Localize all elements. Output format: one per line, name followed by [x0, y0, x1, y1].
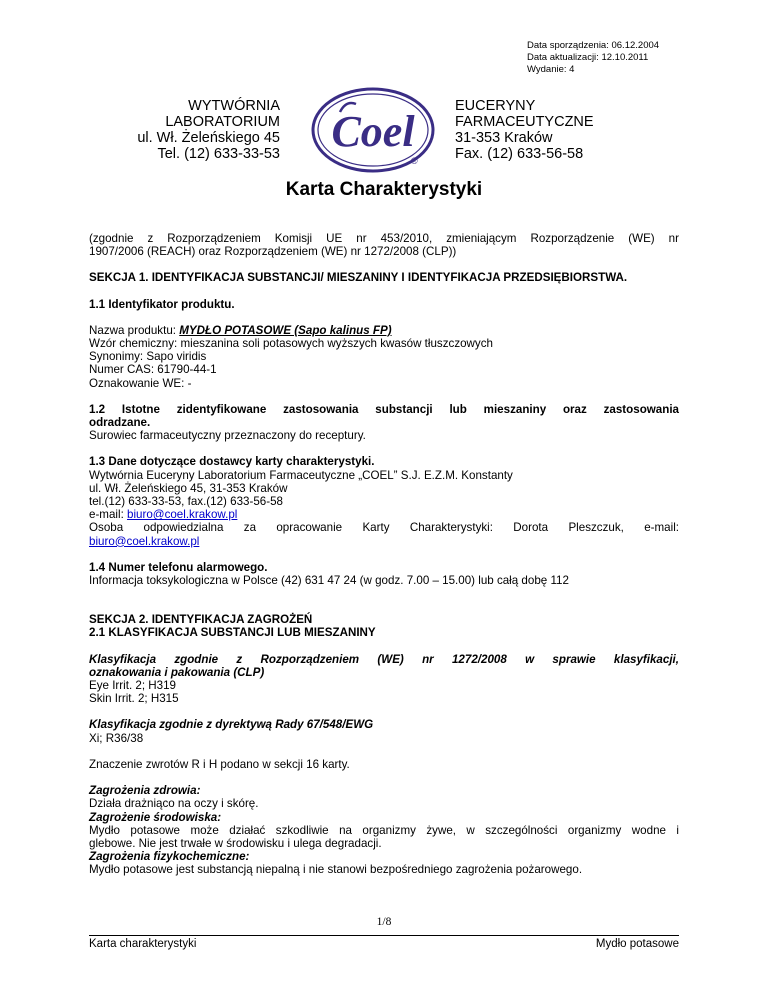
- company-phone: Tel. (12) 633-33-53: [157, 146, 280, 162]
- company-line: FARMACEUTYCZNE: [455, 114, 594, 130]
- directive-title: Klasyfikacja zgodnie z dyrektywą Rady 67/548/EWG: [89, 718, 374, 732]
- update-date: Data aktualizacji: 12.10.2011: [527, 52, 649, 63]
- s12-text: Surowiec farmaceutyczny przeznaczony do receptury.: [89, 429, 366, 443]
- responsible-person: Osoba odpowiedzialna za opracowanie Karty Charakterystyki: Dorota Pleszczuk, e-mail:: [89, 521, 679, 535]
- company-street: ul. Wł. Żeleńskiego 45: [137, 130, 280, 146]
- phys-title: Zagrożenia fizykochemiczne:: [89, 850, 250, 864]
- clp-title-cont: oznakowania i pakowania (CLP): [89, 665, 265, 679]
- s12-title-cont: odradzane.: [89, 416, 151, 430]
- env-title: Zagrożenie środowiska:: [89, 810, 222, 824]
- edition: Wydanie: 4: [527, 64, 575, 75]
- company-line: WYTWÓRNIA: [188, 98, 280, 114]
- phrases-note: Znaczenie zwrotów R i H podano w sekcji 16 karty.: [89, 757, 350, 771]
- company-address-left: [100, 98, 280, 162]
- env-text: Mydło potasowe może działać szkodliwie na organizmy żywe, w szczególności organizmy wodne i: [89, 823, 679, 837]
- s14-text: Informacja toksykologiczna w Polsce (42) 631 47 24 (w godz. 7.00 – 15.00) lub całą dobę 112: [89, 574, 569, 588]
- health-text: Działa drażniąco na oczy i skórę.: [89, 797, 259, 811]
- s14-title: 1.4 Numer telefonu alarmowego.: [89, 560, 268, 574]
- product-name-line: [89, 324, 679, 337]
- synonyms: Synonimy: Sapo viridis: [89, 350, 207, 364]
- document-meta: [527, 40, 659, 76]
- supplier-name: Wytwórnia Euceryny Laboratorium Farmaceutyczne „COEL” S.J. E.Z.M. Konstanty: [89, 468, 513, 482]
- registered-mark: ®: [411, 156, 418, 166]
- phys-text: Mydło potasowe jest substancją niepalną i nie stanowi bezpośredniego zagrożenia pożarowego.: [89, 863, 583, 877]
- email-label: e-mail:: [89, 508, 128, 522]
- page-number: 1/8: [376, 916, 392, 928]
- section2-sub: 2.1 KLASYFIKACJA SUBSTANCJI LUB MIESZANINY: [89, 626, 376, 640]
- intro-line: 1907/2006 (REACH) oraz Rozporządzeniem (WE) nr 1272/2008 (CLP)): [89, 245, 457, 259]
- env-text-cont: glebowe. Nie jest trwałe w środowisku i ulega degradacji.: [89, 836, 382, 850]
- document-body: [89, 232, 679, 877]
- supplier-phone: tel.(12) 633-33-53, fax.(12) 633-56-58: [89, 495, 283, 509]
- footer-divider: [89, 935, 679, 936]
- clp-class-1: Eye Irrit. 2; H319: [89, 679, 176, 693]
- responsible-email-line: [89, 535, 679, 548]
- formula: Wzór chemiczny: mieszanina soli potasowych wyższych kwasów tłuszczowych: [89, 337, 493, 351]
- directive-text: Xi; R36/38: [89, 731, 144, 745]
- company-line: LABORATORIUM: [165, 114, 280, 130]
- clp-title: Klasyfikacja zgodnie z Rozporządzeniem (WE) nr 1272/2008 w sprawie klasyfikacji,: [89, 652, 679, 666]
- creation-date: Data sporządzenia: 06.12.2004: [527, 40, 660, 51]
- document-title: Karta Charakterystyki: [285, 179, 483, 200]
- company-address-right: [455, 98, 594, 162]
- logo-text: Coel: [331, 107, 415, 156]
- company-city: 31-353 Kraków: [455, 130, 553, 146]
- footer-doc-type: Karta charakterystyki: [89, 938, 197, 950]
- footer-product: Mydło potasowe: [595, 938, 679, 950]
- intro-line: (zgodnie z Rozporządzeniem Komisji UE nr 453/2010, zmieniającym Rozporządzenie (WE) nr: [89, 232, 679, 245]
- company-line: EUCERYNY: [455, 98, 536, 114]
- cas-number: Numer CAS: 61790-44-1: [89, 363, 217, 377]
- health-title: Zagrożenia zdrowia:: [89, 784, 201, 798]
- email-link[interactable]: biuro@coel.krakow.pl: [127, 508, 238, 522]
- clp-class-2: Skin Irrit. 2; H315: [89, 692, 179, 706]
- email-link-2[interactable]: biuro@coel.krakow.pl: [89, 534, 200, 548]
- coel-logo: [310, 86, 436, 174]
- s12-title: 1.2 Istotne zidentyfikowane zastosowania substancji lub mieszaniny oraz zastosowania: [89, 402, 679, 416]
- s11-title: 1.1 Identyfikator produktu.: [89, 297, 235, 311]
- s13-title: 1.3 Dane dotyczące dostawcy karty charakterystyki.: [89, 455, 375, 469]
- company-fax: Fax. (12) 633-56-58: [455, 146, 584, 162]
- product-label: Nazwa produktu:: [89, 323, 180, 337]
- product-name: MYDŁO POTASOWE (Sapo kalinus FP): [179, 323, 392, 337]
- supplier-email-line: [89, 508, 679, 521]
- section1-heading: SEKCJA 1. IDENTYFIKACJA SUBSTANCJI/ MIESZANINY I IDENTYFIKACJA PRZEDSIĘBIORSTWA.: [89, 271, 628, 285]
- ec-marking: Oznakowanie WE: -: [89, 376, 192, 390]
- section2-heading: SEKCJA 2. IDENTYFIKACJA ZAGROŻEŃ: [89, 613, 313, 627]
- supplier-address: ul. Wł. Żeleńskiego 45, 31-353 Kraków: [89, 481, 288, 495]
